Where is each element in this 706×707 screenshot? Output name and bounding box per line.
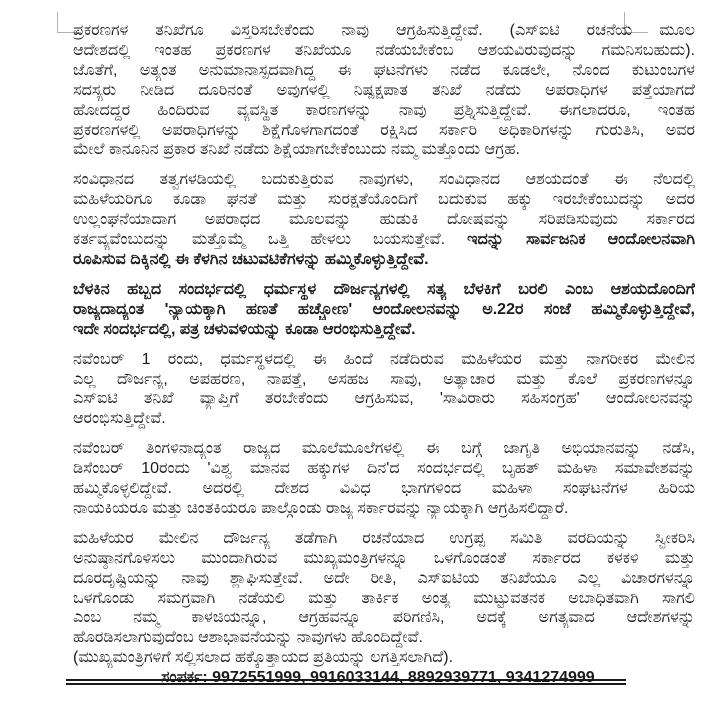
text-line: [73, 529, 695, 549]
text-line: [73, 350, 695, 370]
bottom-double-rule: [66, 679, 626, 685]
text-line: [73, 230, 695, 250]
text-line: [73, 190, 695, 210]
text-run: ಉಲ್ಲಂಘನೆಯಾದಾಗ ಅಪರಾಧದ ಮೂಲವನ್ನು ಹುಡುಕಿ ದೋಷವನ್ನು ಸರಿಪಡಿಸುವುದು ಸರ್ಕಾರದ: [73, 211, 695, 229]
text-line: [73, 81, 695, 101]
text-run: ಪ್ರಕರಣಗಳ ತನಿಖೆಗೂ ವಿಸ್ತರಿಸಬೇಕೆಂದು ನಾವು ಆಗ್ರಹಿಸುತ್ತಿದ್ದೇವೆ. (ಎಸ್‌ಐಟಿ ರಚನೆಯ ಮೂಲ: [73, 22, 695, 39]
bold-text-run: ಇದನ್ನು ಸಾರ್ವಜನಿಕ ಆಂದೋಲನವಾಗಿ: [467, 231, 695, 249]
text-run: ಎಲ್ಲ ದೌರ್ಜನ್ಯ, ಅಪಹರಣ, ನಾಪತ್ತೆ, ಅಸಹಜ ಸಾವು, ಅತ್ಯಾಚಾರ ಮತ್ತು ಕೊಲೆ ಪ್ರಕರಣಗಳನ್ನೂ: [73, 370, 695, 388]
paragraph: [73, 350, 695, 430]
text-run: ಹೊರಡಿಸಲಾಗುವುದೆಂಬ ಆಶಾಭಾವನೆಯನ್ನು ನಾವುಗಳು ಹೊಂದಿದ್ದೇವೆ.: [73, 629, 423, 647]
text-run: ಒಳಗೊಂಡು ಸಮಗ್ರವಾಗಿ ನಡೆಯಲಿ ಮತ್ತು ತಾರ್ಕಿಕ ಅಂತ್ಯ ಮುಟ್ಟುವತನಕ ಅಬಾಧಿತವಾಗಿ ಸಾಗಲಿ: [73, 589, 695, 607]
text-line: [73, 41, 695, 61]
text-line: [73, 479, 695, 499]
bold-text-run: ಇದೇ ಸಂದರ್ಭದಲ್ಲಿ, ಪತ್ರ ಚಳುವಳಿಯನ್ನು ಕೂಡಾ ಆರಂಭಿಸುತ್ತಿದ್ದೇವೆ.: [73, 320, 416, 338]
text-line: [73, 370, 695, 390]
text-run: ಮಹಿಳೆಯರಿಗೂ ಕೂಡಾ ಘನತೆ ಮತ್ತು ಸುರಕ್ಷತೆಯೊಂದಿಗೆ ಬದುಕುವ ಹಕ್ಕು ಇರಬೇಕೆಂಬುದನ್ನು ಅದರ: [73, 191, 695, 209]
text-line: [73, 320, 695, 340]
text-line: [73, 140, 695, 160]
text-run: ಸದಸ್ಯರು ನೀಡಿದ ದೂರಿನಂತೆ ಅವುಗಳಲ್ಲಿ ನಿಷ್ಪಕ್ಷಪಾತ ತನಿಖೆ ನಡೆದು ಅಪರಾಧಿಗಳ ಪತ್ತೆಯಾಗದೆ: [73, 81, 695, 99]
bold-text-run: ಬೆಳಕಿನ ಹಬ್ಬದ ಸಂದರ್ಭದಲ್ಲಿ ಧರ್ಮಸ್ಥಳ ದೌರ್ಜನ್ಯಗಳಲ್ಲಿ ಸತ್ಯ ಬೆಳಕಿಗೆ ಬರಲಿ ಎಂಬ ಆಶಯದೊಂದಿಗೆ: [73, 280, 695, 298]
text-line: [73, 389, 695, 409]
text-line: [73, 589, 695, 609]
text-run: (ಮುಖ್ಯಮಂತ್ರಿಗಳಿಗೆ ಸಲ್ಲಿಸಲಾದ ಹಕ್ಕೊತ್ತಾಯದ ಪ್ರತಿಯನ್ನು ಲಗತ್ತಿಸಲಾಗಿದೆ).: [73, 649, 454, 667]
text-line: [73, 439, 695, 459]
text-line: [73, 459, 695, 479]
text-run: ಮೇಲೆ ಕಾನೂನಿನ ಪ್ರಕಾರ ತನಿಖೆ ನಡೆದು ಶಿಕ್ಷೆಯಾಗಬೇಕೆಂಬುದು ನಮ್ಮ ಮತ್ತೊಂದು ಆಗ್ರಹ.: [73, 141, 520, 159]
text-run: ಕರ್ತವ್ಯವೆಂಬುದನ್ನು ಮತ್ತೊಮ್ಮೆ ಒತ್ತಿ ಹೇಳಲು ಬಯಸುತ್ತೇವೆ.: [73, 231, 468, 249]
text-run: ಹೋದದ್ದರ ಹಿಂದಿರುವ ವ್ಯವಸ್ಥಿತ ಕಾರಣಗಳನ್ನು ನಾವು ಪ್ರಶ್ನಿಸುತ್ತಿದ್ದೇವೆ. ಈಗಲಾದರೂ, ಇಂತಹ: [73, 101, 695, 119]
text-line: [73, 569, 695, 589]
text-run: ಸಂವಿಧಾನದ ತತ್ವಗಳಡಿಯಲ್ಲಿ ಬದುಕುತ್ತಿರುವ ನಾವುಗಳು, ಸಂವಿಧಾನದ ಆಶಯದಂತೆ ಈ ನೆಲದಲ್ಲಿ: [73, 171, 695, 189]
text-run: ಎಂಬ ನಮ್ಮ ಕಾಳಜಿಯನ್ನೂ, ಆಗ್ರಹವನ್ನೂ ಪರಿಗಣಿಸಿ, ಅದಕ್ಕೆ ಅಗತ್ಯವಾದ ಆದೇಶಗಳನ್ನು: [73, 609, 695, 627]
text-line: [73, 499, 695, 519]
text-run: ಮಹಿಳೆಯರ ಮೇಲಿನ ದೌರ್ಜನ್ಯ ತಡೆಗಾಗಿ ರಚನೆಯಾದ ಉಗ್ರಪ್ಪ ಸಮಿತಿ ವರದಿಯನ್ನು ಸ್ವೀಕರಿಸಿ: [73, 529, 695, 547]
text-run: ಡಿಸೆಂಬರ್ 10ರಂದು 'ವಿಶ್ವ ಮಾನವ ಹಕ್ಕುಗಳ ದಿನ'ದ ಸಂದರ್ಭದಲ್ಲಿ ಬೃಹತ್ ಮಹಿಳಾ ಸಮಾವೇಶವನ್ನು: [73, 460, 695, 478]
paragraph: [73, 21, 695, 160]
text-run: ಹಮ್ಮಿಕೊಳ್ಳಲಿದ್ದೇವೆ. ಅದರಲ್ಲಿ ದೇಶದ ವಿವಿಧ ಭಾಗಗಳಿಂದ ಮಹಿಳಾ ಸಂಘಟನೆಗಳ ಹಿರಿಯ: [73, 480, 695, 498]
text-line: [73, 409, 695, 429]
text-line: [73, 170, 695, 190]
text-line: [73, 648, 695, 668]
text-line: [73, 608, 695, 628]
text-line: [73, 101, 695, 121]
bold-text-run: ಸಂಪರ್ಕ: 9972551999, 9916033144, 8892939771, 9341274999: [161, 669, 595, 687]
text-line: [73, 250, 695, 270]
text-run: ನವೆಂಬರ್ ತಿಂಗಳಿನಾದ್ಯಂತ ರಾಜ್ಯದ ಮೂಲೆಮೂಲೆಗಳಲ್ಲಿ ಈ ಬಗ್ಗೆ ಜಾಗೃತಿ ಅಭಿಯಾನವನ್ನು ನಡೆಸಿ,: [73, 440, 695, 458]
text-line: [73, 61, 695, 81]
text-run: ಜೊತೆಗೆ, ಅತ್ಯಂತ ಅನುಮಾನಾಸ್ಪದವಾಗಿದ್ದ ಈ ಘಟನೆಗಳು ನಡೆದ ಕೂಡಲೇ, ನೊಂದ ಕುಟುಂಬಗಳ: [73, 61, 695, 79]
paragraph: [73, 280, 695, 340]
document-body: [73, 21, 695, 688]
paragraph: [73, 529, 695, 688]
text-line: [73, 628, 695, 648]
text-line: [73, 549, 695, 569]
text-run: ಎಸ್‌ಐಟಿ ತನಿಖೆ ವ್ಯಾಪ್ತಿಗೆ ತರಬೇಕೆಂದು ಆಗ್ರಹಿಸುವ, 'ಸಾವಿರಾರು ಸಹಿಸಂಗ್ರಹ' ಆಂದೋಲನವನ್ನು: [73, 390, 695, 408]
bold-text-run: ರೂಪಿಸುವ ದಿಕ್ಕಿನಲ್ಲಿ ಈ ಕೆಳಗಿನ ಚಟುವಟಿಕೆಗಳನ್ನು ಹಮ್ಮಿಕೊಳ್ಳುತ್ತಿದ್ದೇವೆ.: [73, 250, 429, 268]
text-run: ಆದೇಶದಲ್ಲಿ ಇಂತಹ ಪ್ರಕರಣಗಳ ತನಿಖೆಯೂ ನಡೆಯಬೇಕೆಂಬ ಆಶಯವಿರುವುದನ್ನು ಗಮನಿಸಬಹುದು).: [73, 41, 695, 59]
text-run: ಪ್ರಕರಣಗಳಲ್ಲಿ ಅಪರಾಧಿಗಳನ್ನು ಶಿಕ್ಷೆಗೊಳಗಾಗದಂತೆ ರಕ್ಷಿಸಿದ ಸರ್ಕಾರಿ ಅಧಿಕಾರಿಗಳನ್ನು ಗುರುತಿಸಿ, ಅವರ: [73, 121, 695, 139]
text-run: ದೂರದೃಷ್ಟಿಯನ್ನು ನಾವು ಶ್ಲಾಘಿಸುತ್ತೇವೆ. ಅದೇ ರೀತಿ, ಎಸ್‌ಐಟಿಯ ತನಿಖೆಯೂ ಎಲ್ಲ ವಿಚಾರಗಳನ್ನೂ: [73, 569, 695, 587]
text-run: ನಾಯಕಿಯರೂ ಮತ್ತು ಚಿಂತಕಿಯರೂ ಪಾಲ್ಗೊಂಡು ರಾಜ್ಯ ಸರ್ಕಾರವನ್ನು ನ್ಯಾಯಕ್ಕಾಗಿ ಆಗ್ರಹಿಸಲಿದ್ದಾರೆ.: [73, 499, 569, 517]
text-line: [73, 210, 695, 230]
text-line: [73, 21, 695, 41]
text-line: [73, 300, 695, 320]
bold-text-run: ರಾಜ್ಯದಾದ್ಯಂತ 'ನ್ಯಾಯಕ್ಕಾಗಿ ಹಣತೆ ಹಚ್ಚೋಣ' ಆಂದೋಲನವನ್ನು ಅ.22ರ ಸಂಜೆ ಹಮ್ಮಿಕೊಳ್ಳುತ್ತಿದ್ದೇವೆ,: [73, 300, 695, 318]
paragraph: [73, 439, 695, 519]
text-run: ನವೆಂಬರ್ 1 ರಂದು, ಧರ್ಮಸ್ಥಳದಲ್ಲಿ ಈ ಹಿಂದೆ ನಡೆದಿರುವ ಮಹಿಳೆಯರ ಮತ್ತು ನಾಗರೀಕರ ಮೇಲಿನ: [73, 350, 695, 368]
paragraph: [73, 170, 695, 270]
text-run: ಅನುಷ್ಠಾನಗೊಳಿಸಲು ಮುಂದಾಗಿರುವ ಮುಖ್ಯಮಂತ್ರಿಗಳನ್ನೂ ಒಳಗೊಂಡಂತೆ ಸರ್ಕಾರದ ಕಳಕಳಿ ಮತ್ತು: [73, 549, 695, 567]
text-line: [73, 121, 695, 141]
text-line: [73, 280, 695, 300]
text-run: ಆರಂಭಿಸುತ್ತಿದ್ದೇವೆ.: [73, 410, 166, 428]
